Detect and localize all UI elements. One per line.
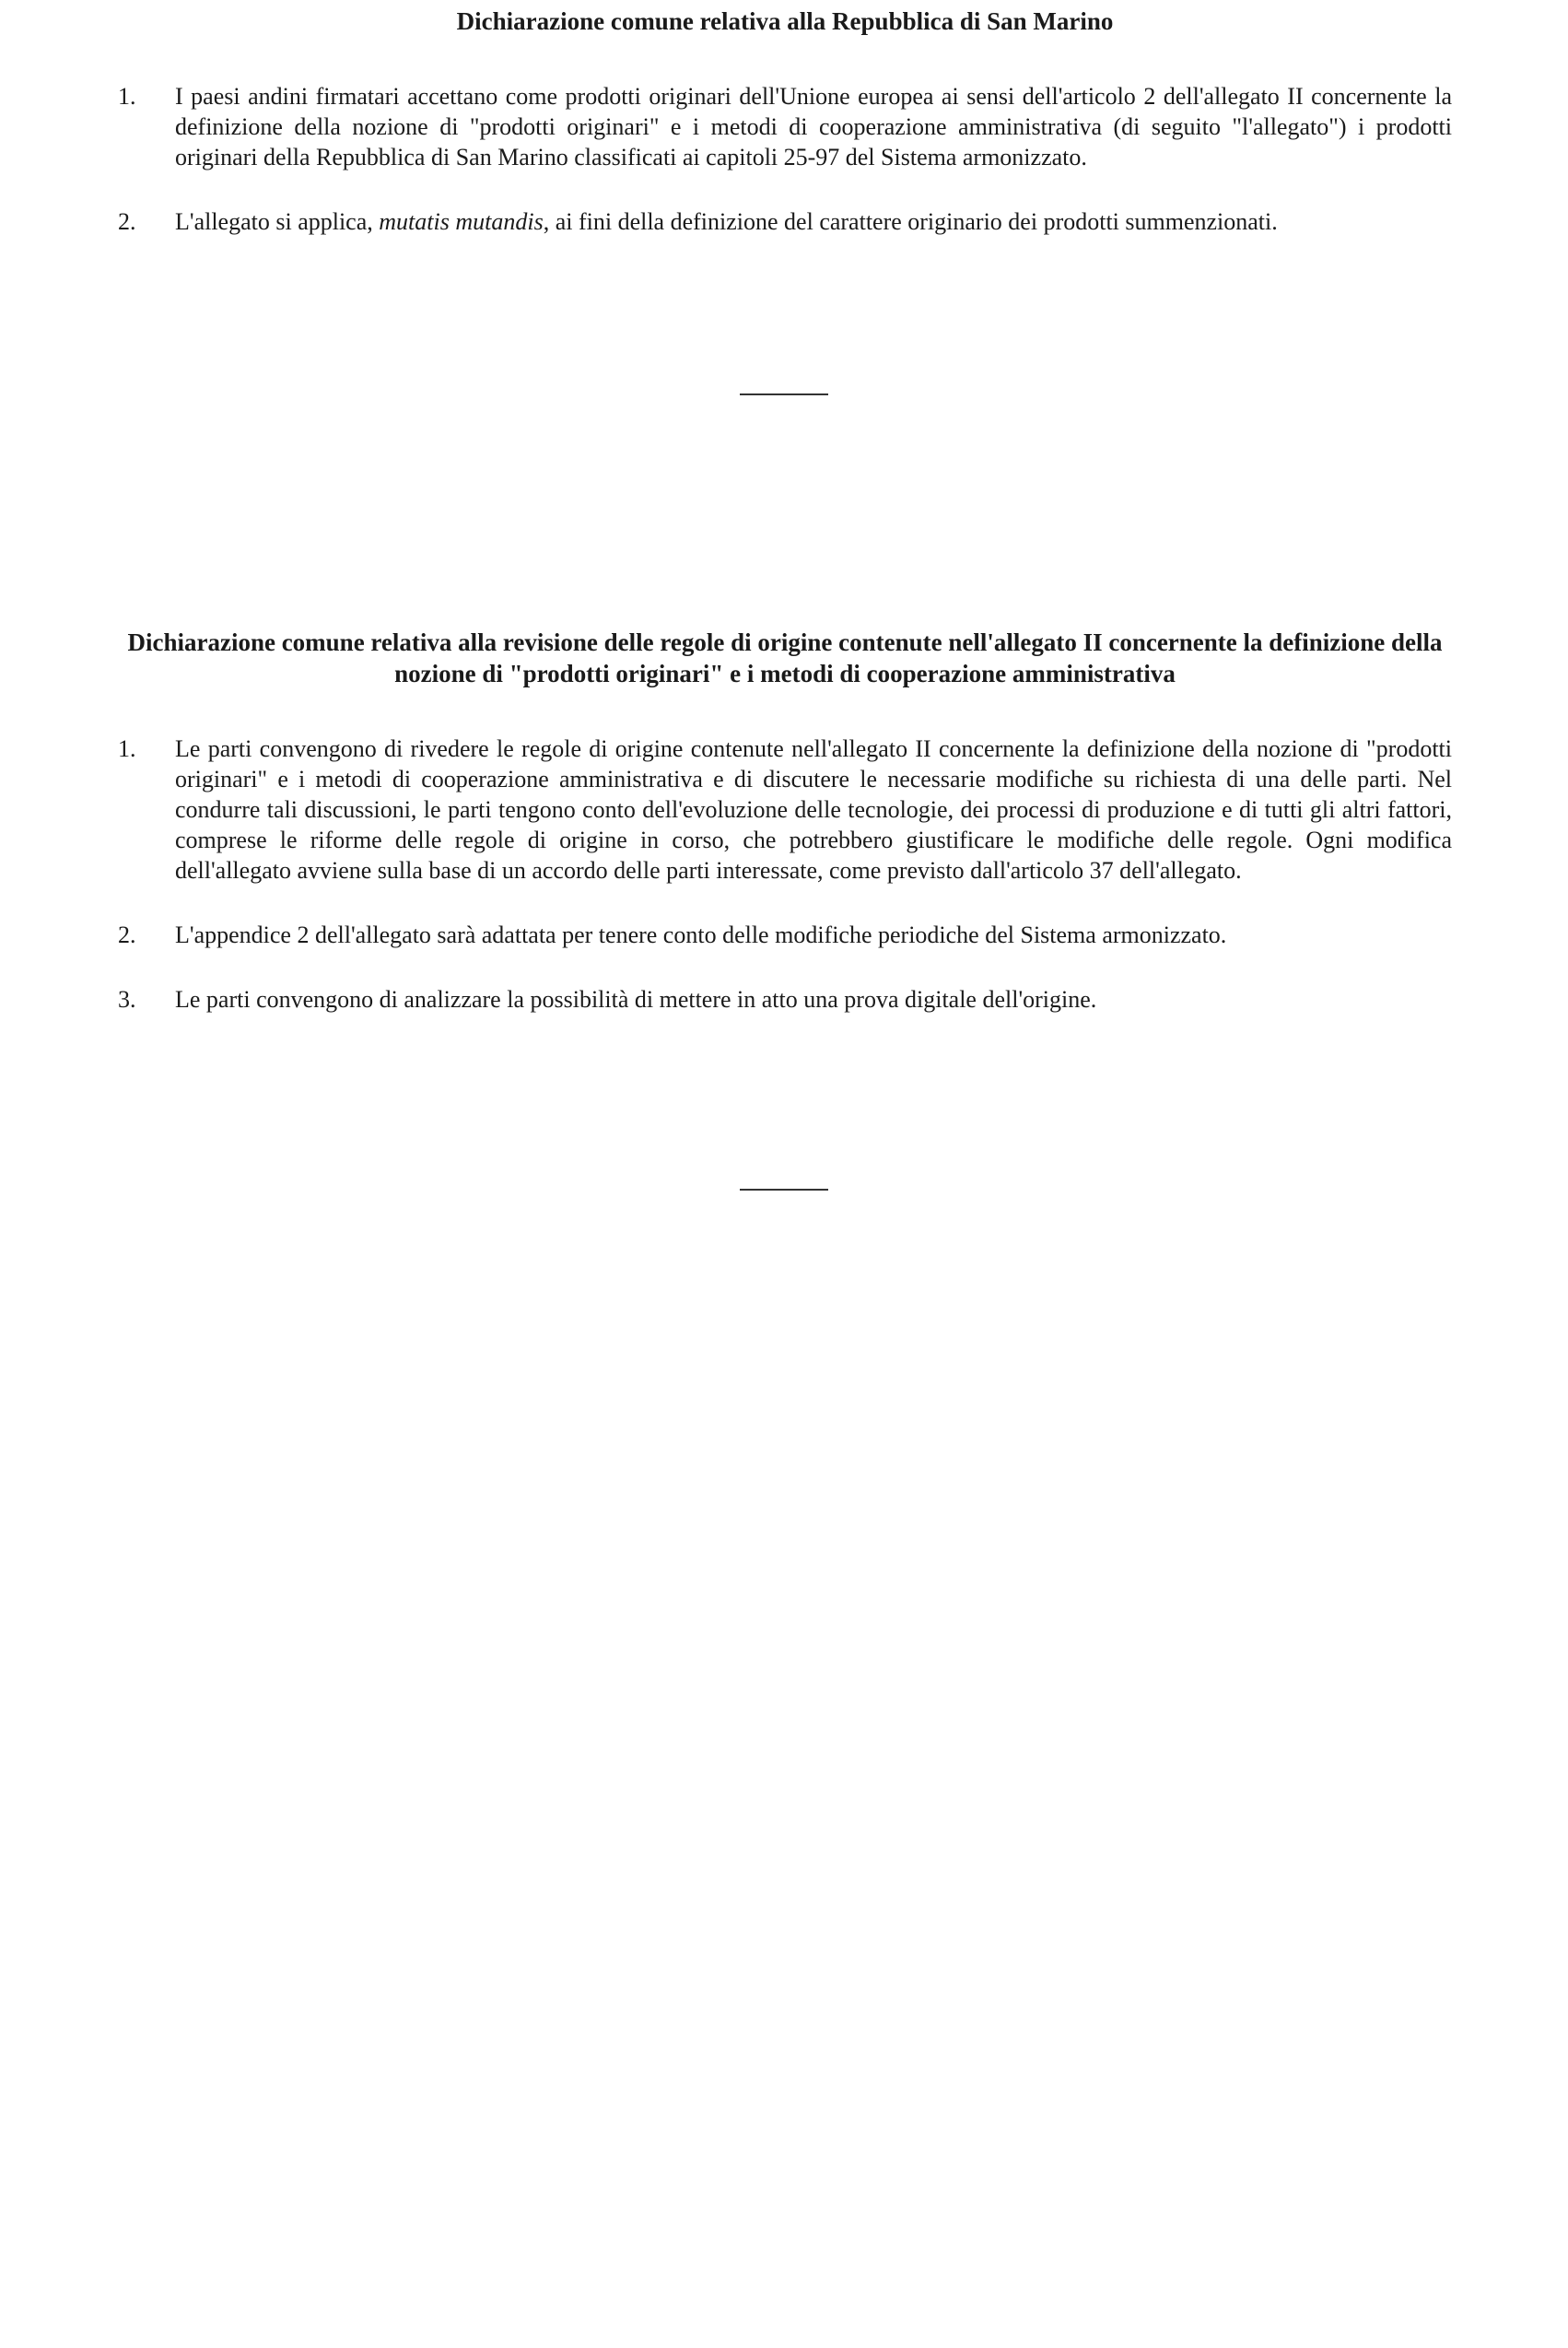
item-number: 3.: [118, 986, 136, 1013]
item-text: Le parti convengono di analizzare la possibilità di mettere in atto una prova digitale dell'origine.: [175, 986, 1097, 1013]
item-text: L'appendice 2 dell'allegato sarà adattata per tenere conto delle modifiche periodiche del Sistema armonizzato.: [175, 922, 1227, 948]
declaration-title: Dichiarazione comune relativa alla revisione delle regole di origine contenute nell'allegato II concernente la definizione della nozione di "prodotti originari" e i metodi di cooperazione amministrativa: [127, 628, 1443, 687]
declaration-rules-of-origin: [118, 627, 1452, 1049]
section-separator: [740, 393, 828, 395]
list-item: [118, 984, 1452, 1015]
item-number: 2.: [118, 922, 136, 948]
declaration-items: [118, 734, 1452, 1015]
list-item: [118, 206, 1452, 237]
list-item: [118, 734, 1452, 886]
list-item: [118, 920, 1452, 950]
item-text-after: , ai fini della definizione del carattere originario dei prodotti summenzionati.: [543, 208, 1278, 235]
declaration-items: [118, 81, 1452, 237]
item-text-italic: mutatis mutandis: [379, 208, 544, 235]
item-number: 1.: [118, 735, 136, 762]
item-text: I paesi andini firmatari accettano come prodotti originari dell'Unione europea ai sensi dell'articolo 2 dell'allegato II concernente la definizione della nozione di "prodotti originari" e i metodi di cooperazione amministrativa (di seguito "l'allegato") i prodotti originari della Repubblica di San Marino classificati ai capitoli 25-97 del Sistema armonizzato.: [175, 83, 1452, 170]
item-text: [175, 206, 1452, 237]
list-item: [118, 81, 1452, 172]
item-number: 2.: [118, 208, 136, 235]
section-separator: [740, 1189, 828, 1191]
item-text-before: L'allegato si applica,: [175, 208, 380, 235]
item-number: 1.: [118, 83, 136, 110]
declaration-title: Dichiarazione comune relativa alla Repubblica di San Marino: [456, 7, 1114, 35]
item-text: Le parti convengono di rivedere le regole di origine contenute nell'allegato II concernente la definizione della nozione di "prodotti originari" e i metodi di cooperazione amministrativa e di discutere le necessarie modifiche su richiesta di una delle parti. Nel condurre tali discussioni, le parti tengono conto dell'evoluzione delle tecnologie, dei processi di produzione e di tutti gli altri fattori, comprese le riforme delle regole di origine in corso, che potrebbero giustificare le modifiche delle regole. Ogni modifica dell'allegato avviene sulla base di un accordo delle parti interessate, come previsto dall'articolo 37 dell'allegato.: [175, 735, 1452, 884]
declaration-san-marino: [118, 0, 1452, 271]
